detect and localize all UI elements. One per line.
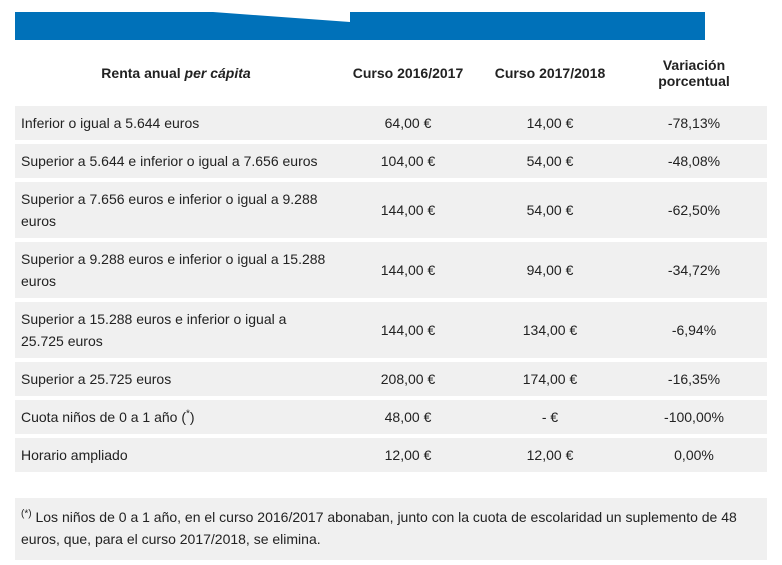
table-row	[15, 362, 767, 396]
table-row	[15, 182, 767, 238]
footnote	[15, 498, 767, 560]
row-label-sup: *	[186, 408, 190, 420]
table-row	[15, 106, 767, 140]
value-2016: 144,00 €	[337, 242, 479, 298]
value-variacion: -6,94%	[621, 302, 767, 358]
value-variacion: -48,08%	[621, 144, 767, 178]
value-2017: 134,00 €	[479, 302, 621, 358]
table-row	[15, 242, 767, 298]
row-label: Superior a 25.725 euros	[15, 362, 337, 396]
value-2017: 54,00 €	[479, 182, 621, 238]
table-row	[15, 302, 767, 358]
row-label: Inferior o igual a 5.644 euros	[15, 106, 337, 140]
footnote-mark: (*)	[21, 508, 32, 520]
header-banner	[0, 0, 782, 40]
col-header-renta: Renta anual per cápita	[101, 65, 251, 81]
value-2016: 12,00 €	[337, 438, 479, 472]
value-2016: 104,00 €	[337, 144, 479, 178]
value-2017: 12,00 €	[479, 438, 621, 472]
value-2016: 48,00 €	[337, 400, 479, 434]
col-header-variacion: Variación porcentual	[658, 57, 730, 89]
banner-left-shape	[15, 12, 350, 40]
col-header-2017: Curso 2017/2018	[494, 65, 606, 81]
value-2017: 14,00 €	[479, 106, 621, 140]
value-2017: 174,00 €	[479, 362, 621, 396]
table-row	[15, 438, 767, 472]
table-row	[15, 144, 767, 178]
table-row	[15, 400, 767, 434]
col-header-2016: Curso 2016/2017	[352, 65, 464, 81]
row-label: Superior a 9.288 euros e inferior o igual a 15.288 euros	[15, 242, 337, 298]
value-2016: 144,00 €	[337, 302, 479, 358]
value-2016: 144,00 €	[337, 182, 479, 238]
banner-graphic	[0, 0, 782, 40]
value-variacion: 0,00%	[621, 438, 767, 472]
footnote-text: Los niños de 0 a 1 año, en el curso 2016/2017 abonaban, junto con la cuota de escolaridad un suplemento de 48 euros, que, para el curso 2017/2018, se elimina.	[21, 509, 737, 547]
value-variacion: -16,35%	[621, 362, 767, 396]
banner-right-shape	[350, 12, 705, 40]
value-variacion: -34,72%	[621, 242, 767, 298]
value-2017: 94,00 €	[479, 242, 621, 298]
row-label: Superior a 7.656 euros e inferior o igual a 9.288 euros	[15, 182, 337, 238]
value-variacion: -100,00%	[621, 400, 767, 434]
row-label: Cuota niños de 0 a 1 año (*)	[15, 400, 337, 434]
value-2017: - €	[479, 400, 621, 434]
row-label: Horario ampliado	[15, 438, 337, 472]
value-2017: 54,00 €	[479, 144, 621, 178]
row-label: Superior a 5.644 e inferior o igual a 7.656 euros	[15, 144, 337, 178]
value-variacion: -62,50%	[621, 182, 767, 238]
fees-table	[15, 40, 767, 476]
row-label: Superior a 15.288 euros e inferior o igual a 25.725 euros	[15, 302, 337, 358]
value-2016: 208,00 €	[337, 362, 479, 396]
table-header-row	[15, 44, 767, 102]
value-variacion: -78,13%	[621, 106, 767, 140]
value-2016: 64,00 €	[337, 106, 479, 140]
